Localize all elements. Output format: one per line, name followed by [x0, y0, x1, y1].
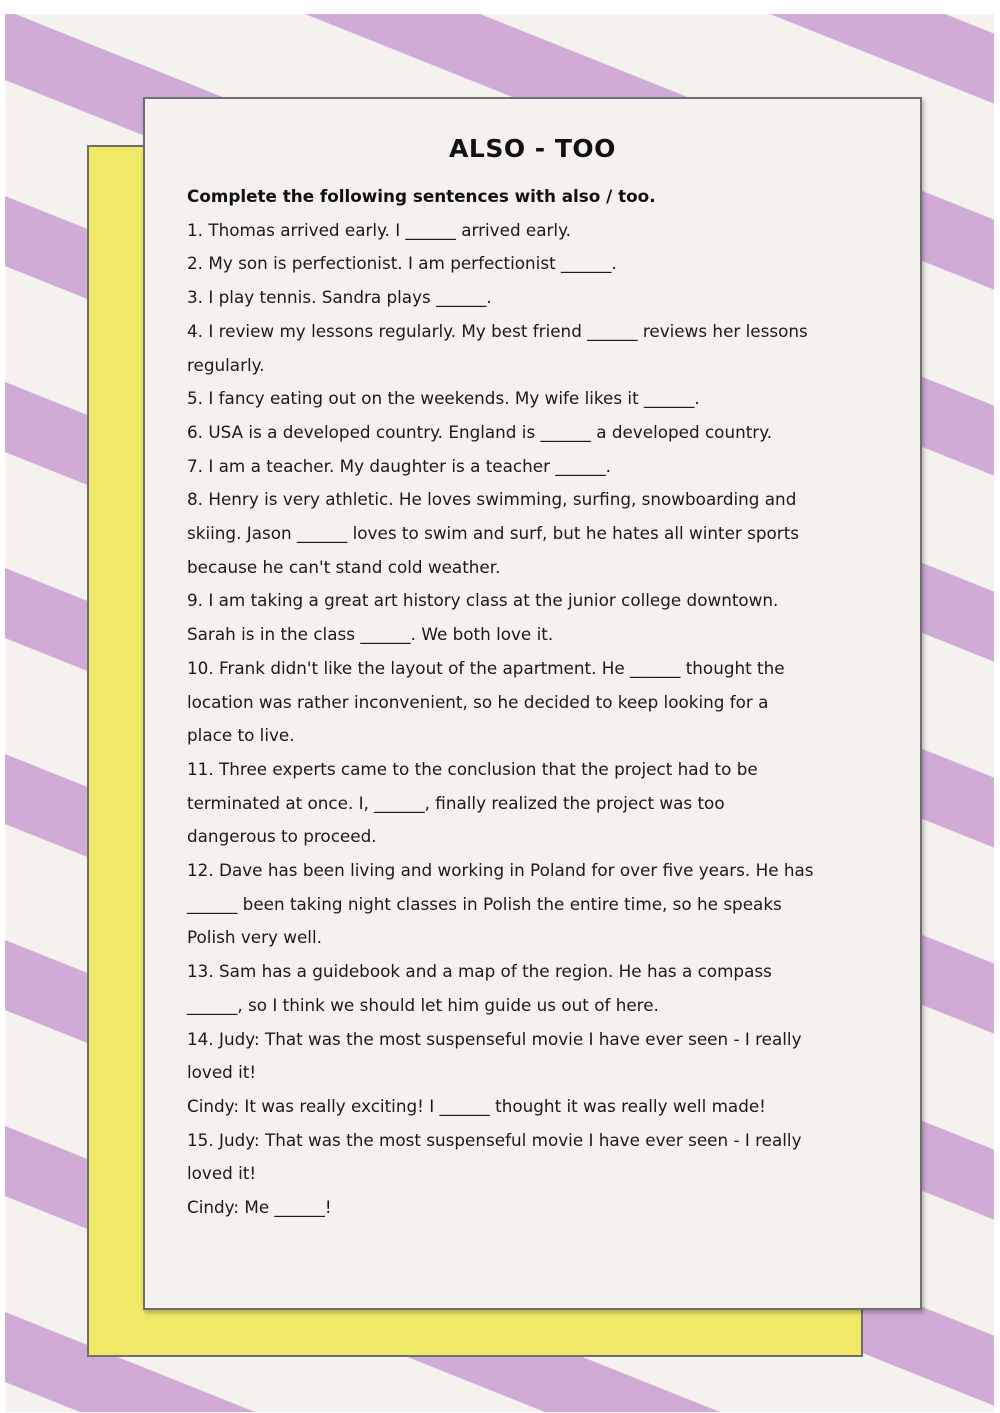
exercise-line: 2. My son is perfectionist. I am perfectionist ______. [187, 253, 617, 274]
exercise-line: 14. Judy: That was the most suspenseful movie I have ever seen - I really [187, 1028, 802, 1049]
exercise-line: Polish very well. [187, 927, 322, 948]
exercise-line: dangerous to proceed. [187, 826, 377, 847]
exercise-lines [187, 214, 877, 1225]
exercise-line: 12. Dave has been living and working in Poland for over five years. He has [187, 860, 814, 881]
exercise-line: location was rather inconvenient, so he decided to keep looking for a [187, 691, 769, 712]
exercise-line: 3. I play tennis. Sandra plays ______. [187, 287, 492, 308]
exercise-line: 5. I fancy eating out on the weekends. My wife likes it ______. [187, 388, 700, 409]
exercise-line: ______, so I think we should let him guide us out of here. [187, 994, 659, 1015]
exercise-line: Sarah is in the class ______. We both love it. [187, 624, 554, 645]
exercise-line: 6. USA is a developed country. England is ______ a developed country. [187, 421, 773, 442]
exercise-line: 7. I am a teacher. My daughter is a teacher ______. [187, 455, 611, 476]
exercise-line: skiing. Jason ______ loves to swim and surf, but he hates all winter sports [187, 523, 800, 544]
worksheet-page [5, 14, 994, 1412]
exercise-line: Cindy: Me ______! [187, 1197, 332, 1218]
exercise-line: 11. Three experts came to the conclusion that the project had to be [187, 758, 758, 779]
exercise-line: place to live. [187, 725, 295, 746]
exercise-line: terminated at once. I, ______, finally realized the project was too [187, 792, 725, 813]
exercise-line: 4. I review my lessons regularly. My best friend ______ reviews her lessons [187, 320, 808, 341]
exercise-line: ______ been taking night classes in Polish the entire time, so he speaks [187, 893, 782, 914]
exercise-line: 15. Judy: That was the most suspenseful movie I have ever seen - I really [187, 1129, 802, 1150]
worksheet-sheet [143, 97, 922, 1310]
exercise-line: regularly. [187, 354, 265, 375]
exercise-line: 1. Thomas arrived early. I ______ arrived early. [187, 219, 571, 240]
exercise-line: because he can't stand cold weather. [187, 556, 501, 577]
exercise-line: loved it! [187, 1163, 257, 1184]
worksheet-title: ALSO - TOO [449, 134, 616, 163]
exercise-line: 9. I am taking a great art history class at the junior college downtown. [187, 590, 779, 611]
exercise-line: loved it! [187, 1062, 257, 1083]
exercise-line: Cindy: It was really exciting! I ______ thought it was really well made! [187, 1095, 766, 1116]
exercise-line: 10. Frank didn't like the layout of the apartment. He ______ thought the [187, 657, 785, 678]
instruction: Complete the following sentences with also / too. [187, 186, 656, 206]
exercise-line: 8. Henry is very athletic. He loves swimming, surfing, snowboarding and [187, 489, 797, 510]
exercise-line: 13. Sam has a guidebook and a map of the region. He has a compass [187, 961, 772, 982]
exercise-content [187, 180, 877, 1225]
